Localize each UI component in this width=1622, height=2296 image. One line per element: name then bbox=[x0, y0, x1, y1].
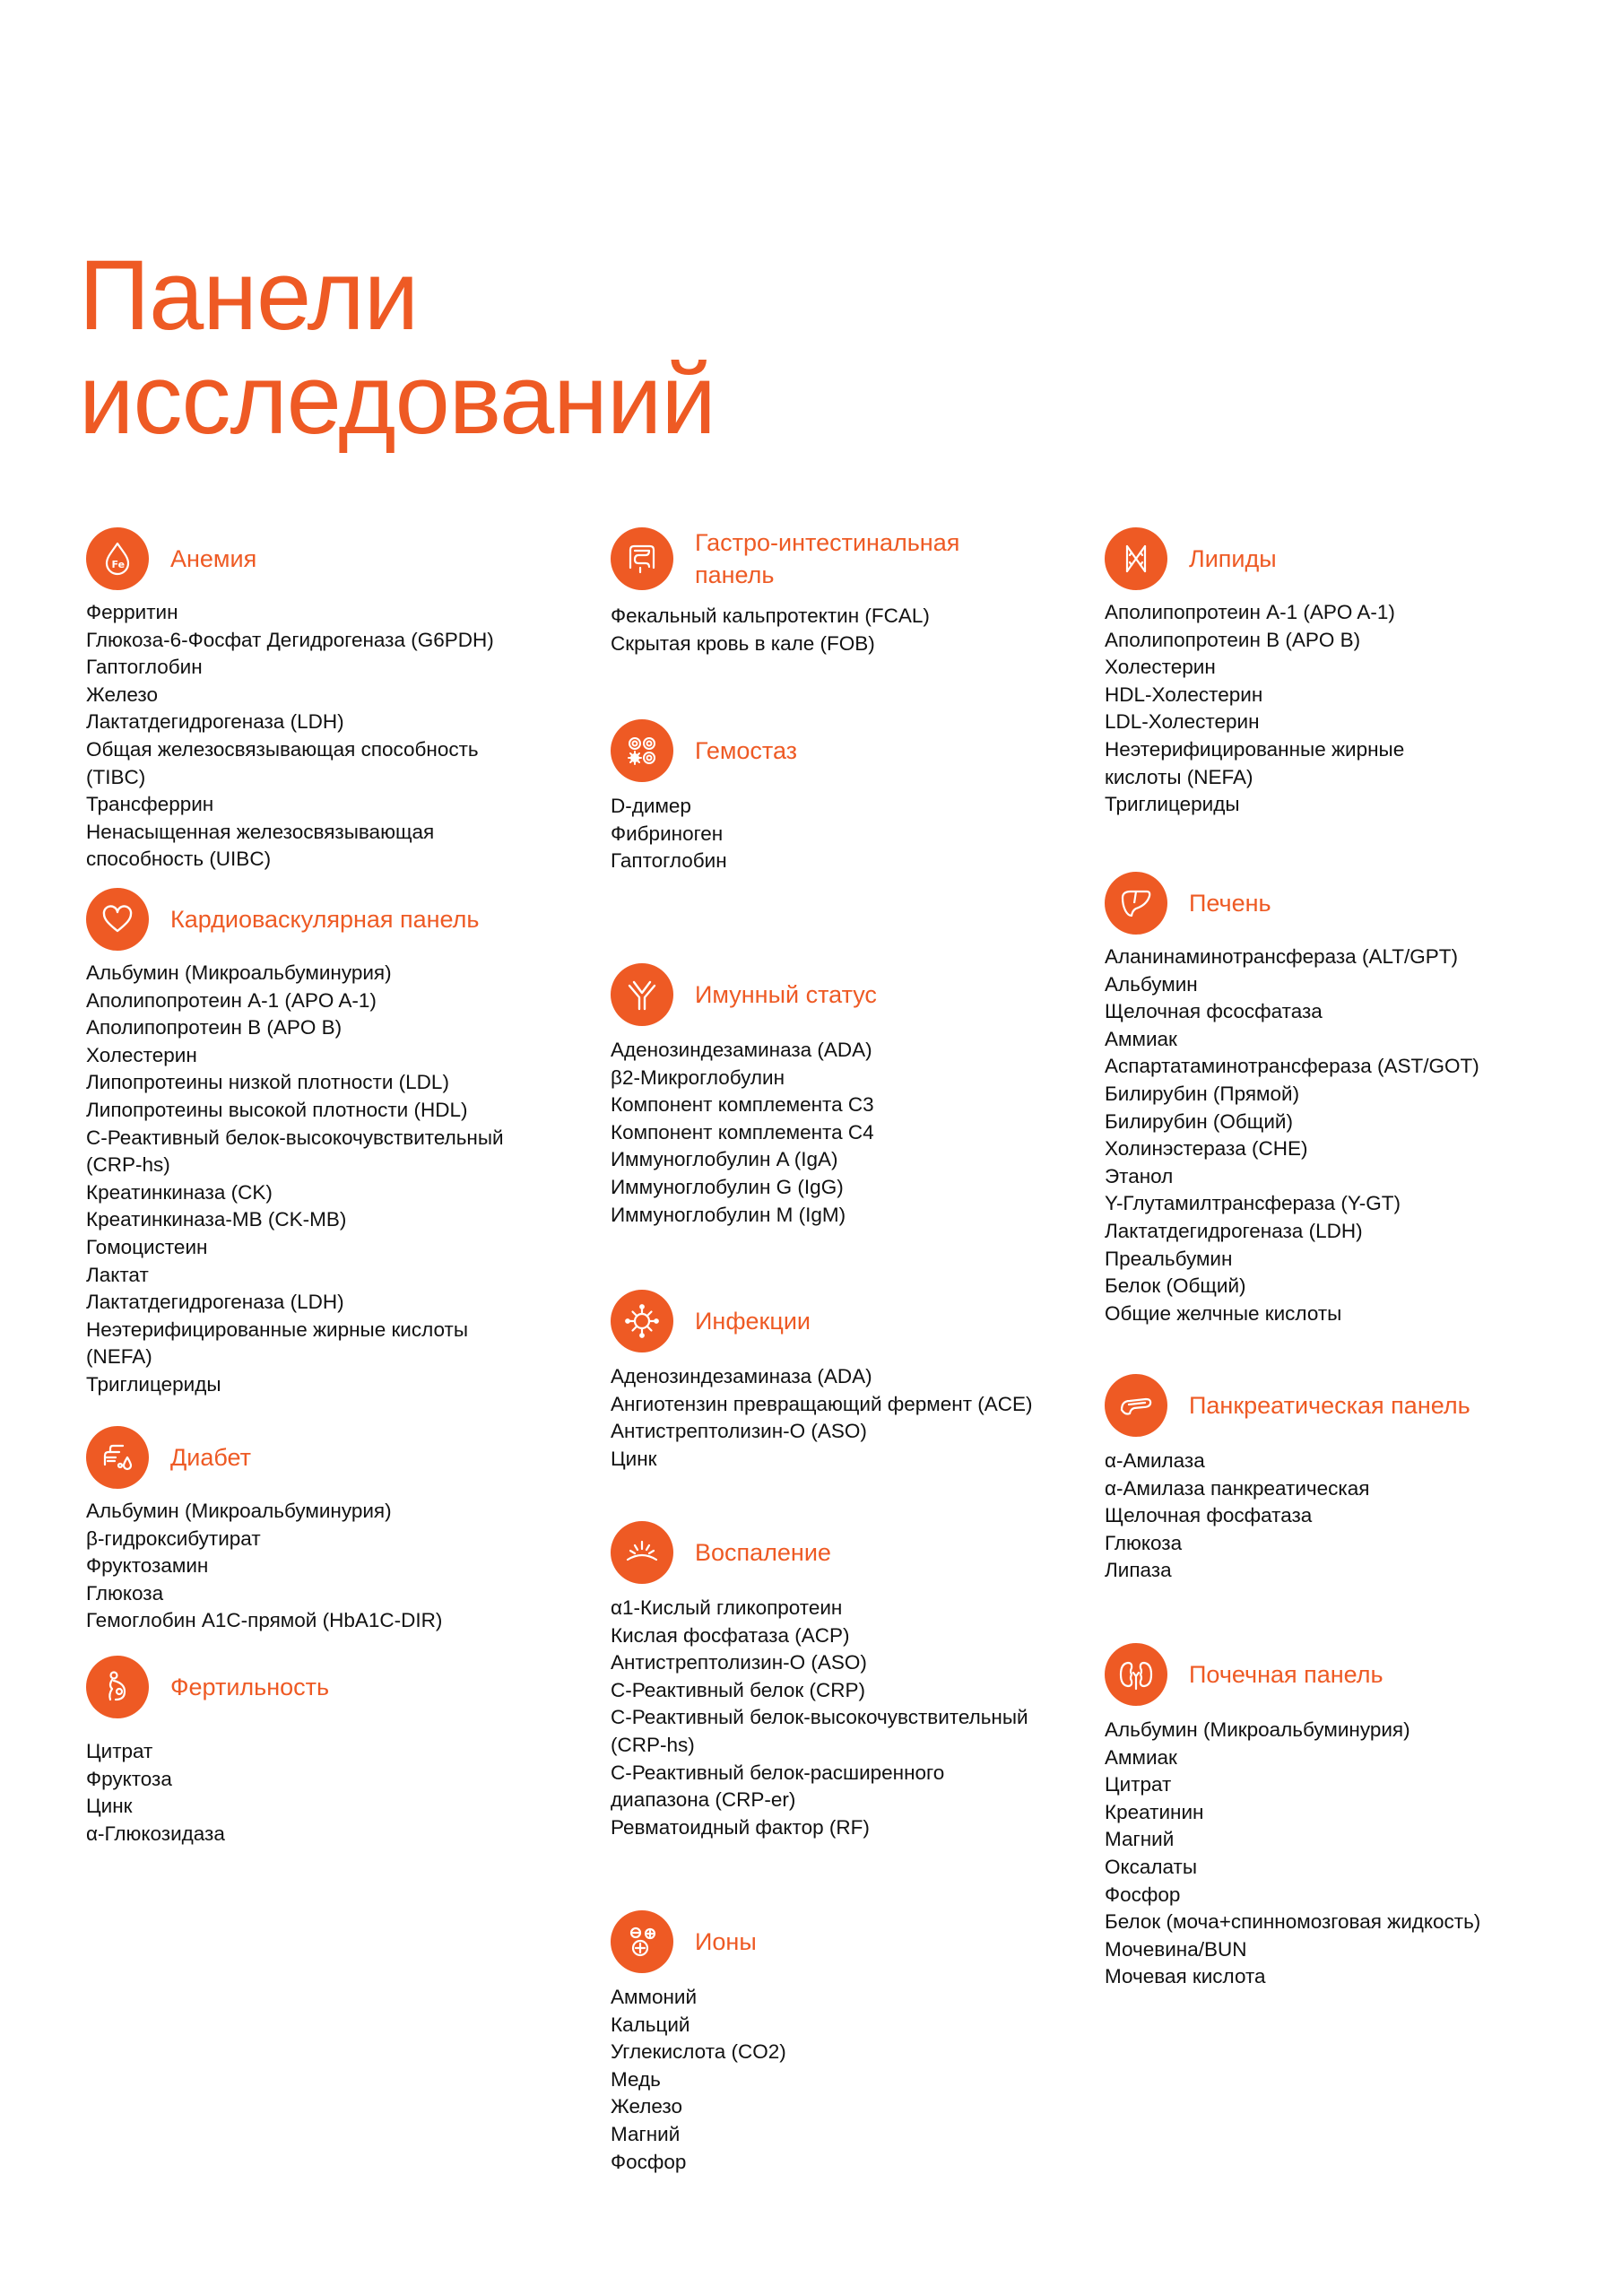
list-item: Мочевина/BUN bbox=[1105, 1937, 1247, 1961]
list-item: D-димер bbox=[611, 795, 691, 817]
list-item: Мочевая кислота bbox=[1105, 1965, 1266, 1988]
intestine-icon bbox=[611, 527, 673, 590]
panel-title-kidney: Почечная панель bbox=[1189, 1661, 1383, 1688]
list-item: Антистрептолизин-O (ASO) bbox=[611, 1651, 867, 1674]
list-item: C-Реактивный белок-высокочувствительный bbox=[611, 1706, 1028, 1729]
list-item: Кальций bbox=[611, 2013, 690, 2036]
blood-cells-icon bbox=[611, 719, 673, 782]
panel-lipids bbox=[1105, 527, 1607, 819]
list-item: (CRP-hs) bbox=[611, 1733, 695, 1756]
list-item: Глюкоза bbox=[1105, 1531, 1183, 1554]
list-item: β2-Микроглобулин bbox=[611, 1065, 785, 1089]
kidneys-icon bbox=[1105, 1643, 1167, 1706]
list-item: (NEFA) bbox=[86, 1345, 152, 1369]
list-item: Магний bbox=[1105, 1828, 1175, 1851]
list-item: Неэтерифицированные жирные bbox=[1105, 737, 1405, 761]
list-item: Креатинкиназа (CK) bbox=[86, 1180, 273, 1204]
item-list bbox=[611, 1984, 1113, 2176]
inflammation-icon bbox=[611, 1521, 673, 1584]
liver-icon bbox=[1105, 872, 1167, 935]
list-item: Цинк bbox=[86, 1795, 133, 1818]
list-item: Железо bbox=[86, 683, 158, 706]
list-item: Фруктоза bbox=[86, 1767, 172, 1790]
list-item: Лактатдегидрогеназа (LDH) bbox=[1105, 1219, 1363, 1242]
lipids-icon bbox=[1105, 527, 1167, 590]
list-item: Фосфор bbox=[611, 2150, 687, 2173]
item-list bbox=[1105, 1717, 1607, 1991]
list-item: Лактат bbox=[86, 1263, 149, 1286]
list-item: Ангиотензин превращающий фермент (ACE) bbox=[611, 1392, 1033, 1415]
list-item: HDL-Холестерин bbox=[1105, 683, 1263, 706]
list-item: Фекальный кальпротектин (FCAL) bbox=[611, 604, 930, 627]
list-item: C-Реактивный белок (CRP) bbox=[611, 1678, 866, 1701]
list-item: C-Реактивный белок-расширенного bbox=[611, 1761, 945, 1784]
panel-title-fertility: Фертильность bbox=[170, 1674, 330, 1700]
list-item: Углекислота (CO2) bbox=[611, 2040, 786, 2064]
list-item: Холестерин bbox=[1105, 656, 1216, 679]
list-item: Ненасыщенная железосвязывающая bbox=[86, 820, 435, 843]
list-item: Креатинкиназа-MB (CK-MB) bbox=[86, 1208, 347, 1231]
list-item: Магний bbox=[611, 2122, 681, 2145]
list-item: (TIBC) bbox=[86, 765, 146, 788]
panel-title-liver: Печень bbox=[1189, 890, 1271, 917]
list-item: β-гидроксибутират bbox=[86, 1526, 261, 1550]
panel-hemostasis bbox=[611, 719, 1113, 875]
item-list bbox=[86, 1738, 588, 1848]
list-item: Гаптоглобин bbox=[611, 849, 727, 873]
item-list bbox=[611, 1037, 1113, 1229]
list-item: Глюкоза-6-Фосфат Дегидрогеназа (G6PDH) bbox=[86, 628, 494, 651]
list-item: (CRP-hs) bbox=[86, 1153, 170, 1177]
list-item: Фибриноген bbox=[611, 822, 724, 845]
list-item: Аполипопротеин A-1 (APO A-1) bbox=[1105, 601, 1395, 623]
ions-icon bbox=[611, 1910, 673, 1973]
list-item: Медь bbox=[611, 2067, 661, 2091]
list-item: Гаптоглобин bbox=[86, 656, 203, 679]
panel-infection bbox=[611, 1290, 1113, 1473]
list-item: Общие желчные кислоты bbox=[1105, 1301, 1342, 1325]
list-item: Общая железосвязывающая способность bbox=[86, 737, 479, 761]
svg-text:Fe: Fe bbox=[111, 559, 126, 570]
panel-ions bbox=[611, 1910, 1113, 2176]
list-item: α-Амилаза bbox=[1105, 1449, 1205, 1472]
list-item: Этанол bbox=[1105, 1164, 1174, 1187]
list-item: Белок (Общий) bbox=[1105, 1274, 1246, 1298]
list-item: Альбумин (Микроальбуминурия) bbox=[1105, 1718, 1410, 1741]
list-item: Иммуноглобулин G (IgG) bbox=[611, 1175, 844, 1198]
item-list bbox=[86, 1498, 588, 1635]
panel-cardio bbox=[86, 888, 588, 1399]
item-list bbox=[611, 1363, 1113, 1473]
panel-title-ions: Ионы bbox=[695, 1928, 757, 1955]
item-list bbox=[1105, 1448, 1607, 1585]
item-list bbox=[86, 960, 588, 1399]
list-item: Аполипопротеин А-1 (APO A-1) bbox=[86, 988, 377, 1012]
list-item: Лактатдегидрогеназа (LDH) bbox=[86, 1291, 344, 1314]
pregnancy-icon bbox=[86, 1656, 149, 1718]
list-item: Кислая фосфатаза (ACP) bbox=[611, 1623, 850, 1647]
list-item: Креатинин bbox=[1105, 1800, 1204, 1823]
item-list bbox=[1105, 944, 1607, 1327]
list-item: Холестерин bbox=[86, 1043, 197, 1066]
item-list bbox=[1105, 599, 1607, 819]
list-item: α-Амилаза панкреатическая bbox=[1105, 1476, 1370, 1500]
list-item: Аммиак bbox=[1105, 1027, 1177, 1050]
list-item: Альбумин bbox=[1105, 972, 1198, 996]
panel-immune bbox=[611, 963, 1113, 1229]
list-item: Y-Глутамилтрансфераза (Y-GT) bbox=[1105, 1192, 1401, 1215]
list-item: Ферритин bbox=[86, 601, 178, 623]
list-item: Аденозиндезаминаза (ADA) bbox=[611, 1365, 872, 1387]
list-item: Железо bbox=[611, 2095, 682, 2118]
list-item: Цитрат bbox=[86, 1740, 153, 1762]
panel-liver bbox=[1105, 872, 1607, 1327]
panel-anemia bbox=[86, 527, 588, 874]
list-item: Оксалаты bbox=[1105, 1855, 1197, 1878]
list-item: Аммиак bbox=[1105, 1745, 1177, 1769]
panel-title-diabetes: Диабет bbox=[170, 1444, 252, 1471]
panel-pancreas bbox=[1105, 1374, 1607, 1585]
list-item: Гемоглобин A1C-прямой (HbA1C-DIR) bbox=[86, 1609, 443, 1632]
panel-gastro bbox=[611, 527, 1113, 657]
list-item: Билирубин (Общий) bbox=[1105, 1109, 1293, 1133]
list-item: Щелочная фосфатаза bbox=[1105, 1504, 1313, 1527]
item-list bbox=[611, 793, 1113, 875]
list-item: Триглицериды bbox=[1105, 793, 1240, 816]
list-item: Цинк bbox=[611, 1447, 657, 1470]
list-item: Билирубин (Прямой) bbox=[1105, 1082, 1300, 1105]
list-item: Глюкоза bbox=[86, 1581, 164, 1605]
list-item: Аденозиндезаминаза (ADA) bbox=[611, 1039, 872, 1061]
panel-title-cardio: Кардиоваскулярная панель bbox=[170, 906, 480, 933]
pancreas-icon bbox=[1105, 1374, 1167, 1437]
list-item: Аполипопротеин B (APO B) bbox=[86, 1016, 343, 1039]
panel-title-lipids: Липиды bbox=[1189, 545, 1277, 572]
list-item: Трансферрин bbox=[86, 793, 214, 816]
list-item: Цитрат bbox=[1105, 1773, 1172, 1796]
panel-fertility bbox=[86, 1656, 588, 1848]
list-item: Скрытая кровь в кале (FOB) bbox=[611, 631, 875, 655]
list-item: Белок (моча+спинномозговая жидкость) bbox=[1105, 1910, 1481, 1934]
list-item: Ревматоидный фактор (RF) bbox=[611, 1815, 870, 1839]
list-item: Компонент комплемента C4 bbox=[611, 1120, 874, 1144]
panel-kidney bbox=[1105, 1643, 1607, 1991]
list-item: Холинэстераза (CHE) bbox=[1105, 1137, 1308, 1161]
list-item: Компонент комплемента C3 bbox=[611, 1093, 874, 1117]
heart-icon bbox=[86, 888, 149, 951]
panel-diabetes bbox=[86, 1426, 588, 1635]
item-list bbox=[86, 599, 588, 874]
list-item: α1-Кислый гликопротеин bbox=[611, 1596, 843, 1619]
list-item: способность (UIBC) bbox=[86, 848, 272, 871]
panel-title-hemostasis: Гемостаз bbox=[695, 737, 798, 764]
item-list bbox=[611, 1595, 1113, 1841]
list-item: Аспартатаминотрансфераза (AST/GOT) bbox=[1105, 1055, 1479, 1078]
list-item: кислоты (NEFA) bbox=[1105, 765, 1253, 788]
list-item: Гомоцистеин bbox=[86, 1235, 208, 1258]
list-item: Триглицериды bbox=[86, 1372, 221, 1396]
list-item: Лактатдегидрогеназа (LDH) bbox=[86, 710, 344, 734]
panel-title-pancreas: Панкреатическая панель bbox=[1189, 1392, 1470, 1419]
list-item: C-Реактивный белок-высокочувствительный bbox=[86, 1126, 504, 1149]
list-item: Альбумин (Микроальбуминурия) bbox=[86, 961, 392, 984]
list-item: Аполипопротеин B (APO B) bbox=[1105, 628, 1361, 651]
list-item: Липопротеины низкой плотности (LDL) bbox=[86, 1071, 449, 1094]
panel-title-inflammation: Воспаление bbox=[695, 1539, 831, 1566]
item-list bbox=[611, 603, 1113, 657]
list-item: Альбумин (Микроальбуминурия) bbox=[86, 1500, 392, 1522]
list-item: диапазона (CRP-er) bbox=[611, 1788, 796, 1812]
glucose-test-icon bbox=[86, 1426, 149, 1489]
list-item: Фруктозамин bbox=[86, 1554, 209, 1578]
virus-icon bbox=[611, 1290, 673, 1352]
list-item: Иммуноглобулин M (IgM) bbox=[611, 1203, 846, 1226]
panel-title-infection: Инфекции bbox=[695, 1308, 811, 1335]
list-item: Липопротеины высокой плотности (HDL) bbox=[86, 1098, 468, 1121]
list-item: Аланинаминотрансфераза (ALT/GPT) bbox=[1105, 945, 1459, 968]
list-item: Антистрептолизин-O (ASO) bbox=[611, 1420, 867, 1443]
list-item: Неэтерифицированные жирные кислоты bbox=[86, 1318, 468, 1341]
list-item: Щелочная фсосфатаза bbox=[1105, 1000, 1323, 1023]
panel-title-gastro: Гастро-интестинальная панель bbox=[695, 529, 960, 588]
page-title: Панели исследований bbox=[79, 240, 716, 455]
list-item: Фосфор bbox=[1105, 1883, 1181, 1906]
antibody-icon bbox=[611, 963, 673, 1026]
list-item: Липаза bbox=[1105, 1559, 1172, 1582]
blood-drop-fe-icon bbox=[86, 527, 149, 590]
panel-title-anemia: Анемия bbox=[170, 545, 257, 572]
panel-inflammation bbox=[611, 1521, 1113, 1841]
panel-title-immune: Имунный статус bbox=[695, 981, 877, 1008]
list-item: LDL-Холестерин bbox=[1105, 710, 1260, 734]
list-item: α-Глюкозидаза bbox=[86, 1822, 225, 1845]
list-item: Аммоний bbox=[611, 1986, 698, 2008]
list-item: Преальбумин bbox=[1105, 1247, 1233, 1270]
list-item: Иммуноглобулин A (IgA) bbox=[611, 1148, 838, 1171]
